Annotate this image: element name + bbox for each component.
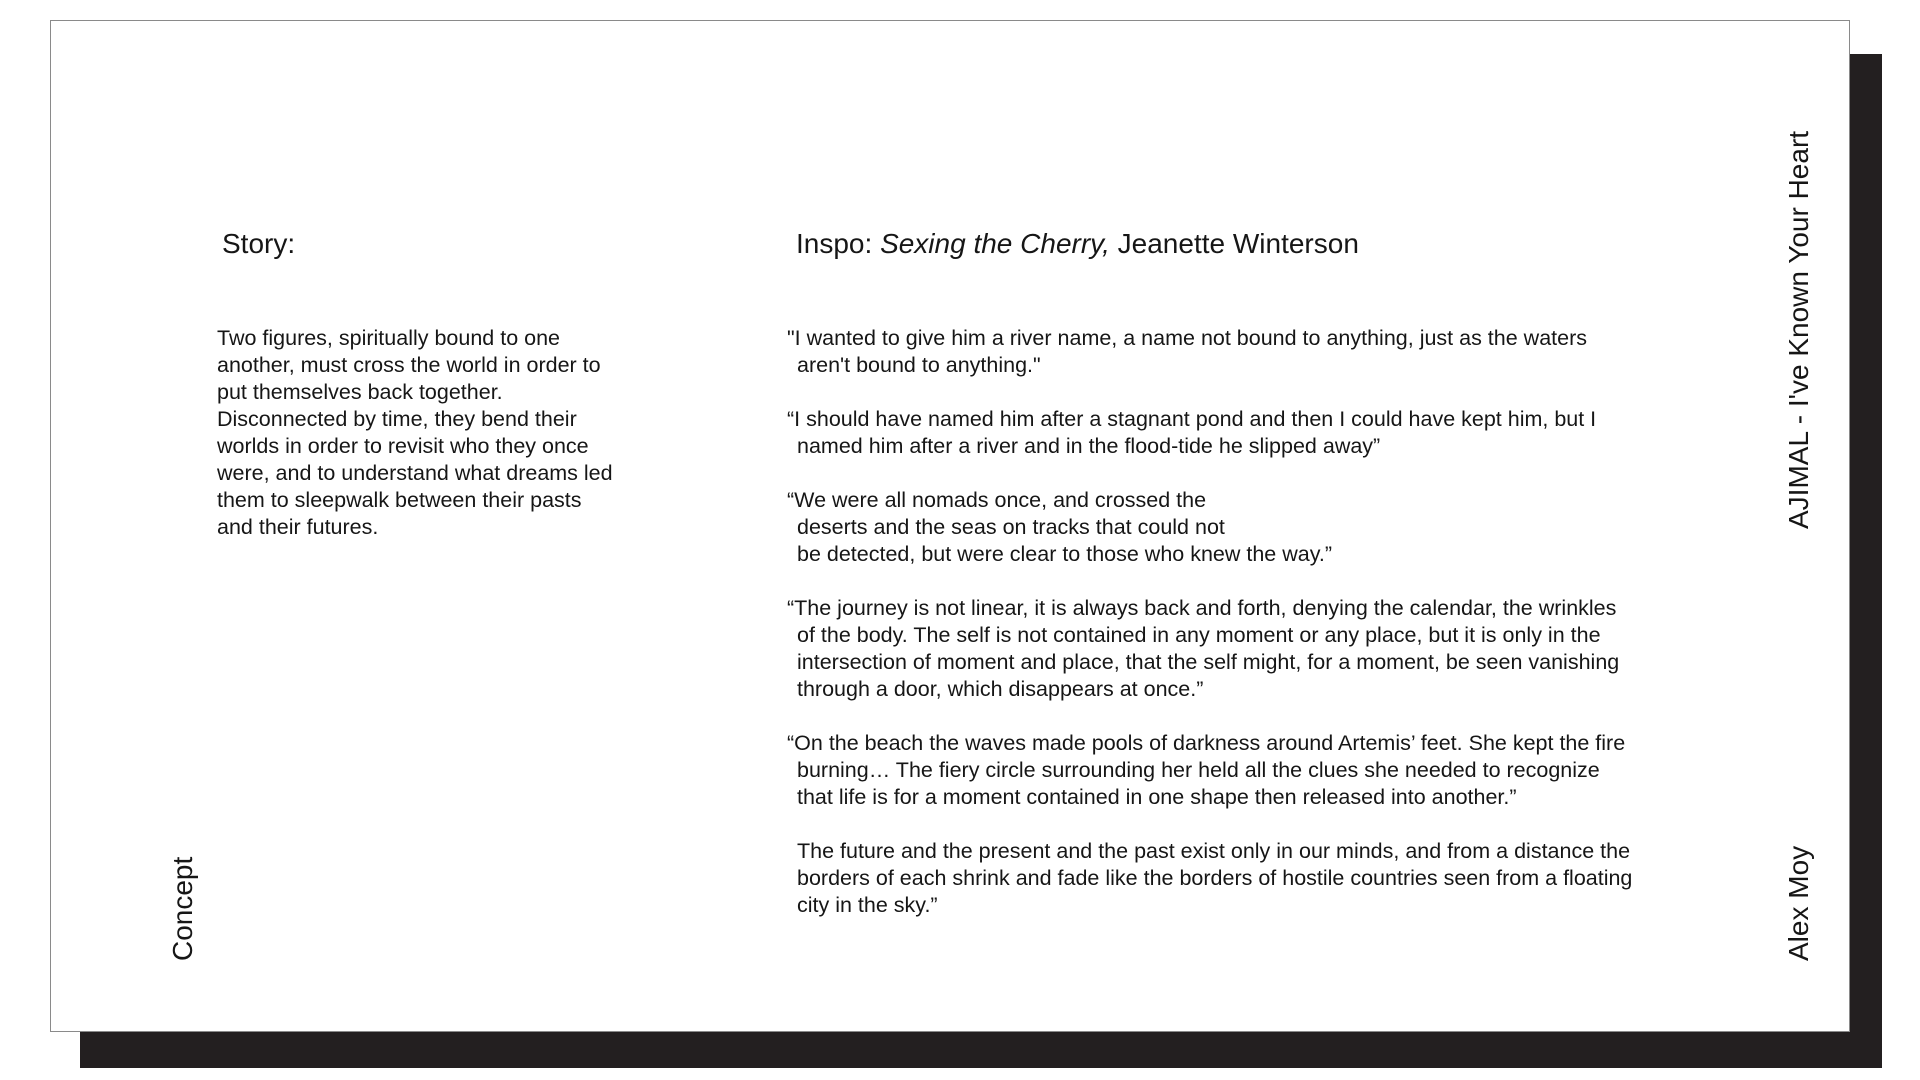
inspo-author: Jeanette Winterson (1109, 228, 1359, 259)
quote-line: named him after a river and in the flood-tide he slipped away” (797, 434, 1381, 458)
quote-block (787, 730, 1707, 811)
quote-line: “I should have named him after a stagnant pond and then I could have kept him, but I (787, 407, 1597, 431)
quote-line: burning… The fiery circle surrounding her held all the clues she needed to recognize (797, 758, 1600, 782)
quote-block (787, 838, 1707, 919)
slide-card (50, 20, 1850, 1032)
quote-line: of the body. The self is not contained in any moment or any place, but it is only in the (797, 623, 1601, 647)
inspo-book-title: Sexing the Cherry, (880, 228, 1110, 259)
quote-line: through a door, which disappears at once.” (797, 677, 1204, 701)
quote-block (787, 406, 1707, 460)
quote-line: “The journey is not linear, it is always back and forth, denying the calendar, the wrinkles (787, 596, 1617, 620)
story-line: another, must cross the world in order to (217, 353, 601, 377)
story-line: were, and to understand what dreams led (217, 461, 613, 485)
story-line: put themselves back together. (217, 380, 503, 404)
quote-line: aren't bound to anything." (797, 353, 1041, 377)
author-label: Alex Moy (1783, 845, 1814, 961)
quote-line: intersection of moment and place, that the self might, for a moment, be seen vanishing (797, 650, 1620, 674)
story-line: Disconnected by time, they bend their (217, 407, 577, 431)
quote-line: borders of each shrink and fade like the borders of hostile countries seen from a floating (797, 866, 1633, 890)
quote-line: that life is for a moment contained in one shape then released into another.” (797, 785, 1517, 809)
quote-block (787, 595, 1707, 703)
inspo-heading (796, 227, 1359, 261)
story-heading: Story: (222, 228, 296, 259)
project-title-label: AJIMAL - I've Known Your Heart (1783, 130, 1814, 529)
quote-line: “On the beach the waves made pools of darkness around Artemis’ feet. She kept the fire (787, 731, 1626, 755)
inspo-prefix: Inspo: (796, 228, 881, 259)
quote-line: The future and the present and the past exist only in our minds, and from a distance the (797, 839, 1631, 863)
story-line: and their futures. (217, 515, 379, 539)
quote-line: “We were all nomads once, and crossed the (787, 488, 1207, 512)
story-line: them to sleepwalk between their pasts (217, 488, 582, 512)
quotes-list (787, 325, 1707, 946)
quote-line: be detected, but were clear to those who knew the way.” (797, 542, 1333, 566)
quote-block (787, 325, 1707, 379)
quote-block (787, 487, 1707, 568)
story-line: Two figures, spiritually bound to one (217, 326, 561, 350)
quote-line: "I wanted to give him a river name, a name not bound to anything, just as the waters (787, 326, 1587, 350)
quote-line: deserts and the seas on tracks that could not (797, 515, 1225, 539)
section-label: Concept (167, 856, 198, 961)
story-text (217, 325, 687, 541)
story-line: worlds in order to revisit who they once (217, 434, 589, 458)
quote-line: city in the sky.” (797, 893, 938, 917)
